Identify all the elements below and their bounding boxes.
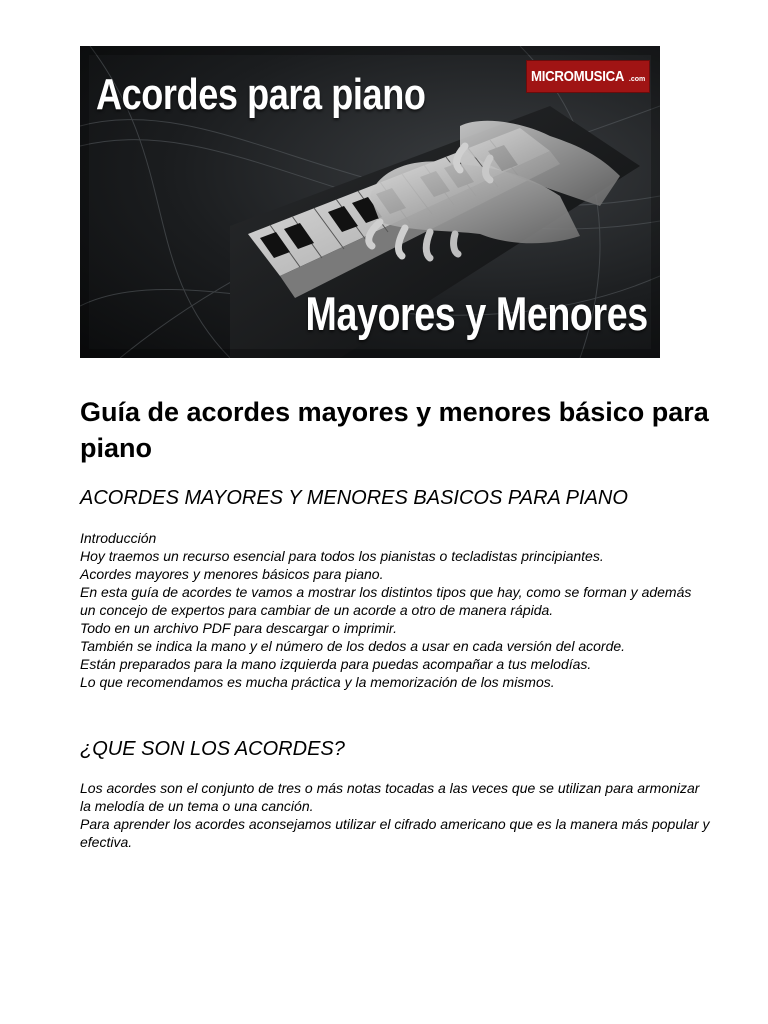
section-heading: ¿QUE SON LOS ACORDES? — [80, 738, 345, 760]
section-paragraph — [80, 779, 710, 851]
intro-line: Hoy traemos un recurso esencial para todos los pianistas o tecladistas principiantes. — [80, 548, 604, 564]
intro-line: También se indica la mano y el número de los dedos a usar en cada versión del acorde. — [80, 638, 626, 654]
document-subtitle: ACORDES MAYORES Y MENORES BASICOS PARA PIANO — [80, 487, 628, 509]
intro-line: Acordes mayores y menores básicos para piano. — [80, 566, 384, 582]
brand-logo — [526, 60, 650, 93]
intro-line: En esta guía de acordes te vamos a mostrar los distintos tipos que hay, como se forman y además un concejo de expertos para cambiar de un acorde a otro de manera rápida. — [80, 584, 692, 618]
banner-image — [80, 46, 660, 358]
intro-line: Introducción — [80, 530, 157, 546]
intro-paragraph — [80, 529, 710, 691]
brand-name: MICROMUSICA — [531, 68, 625, 85]
banner-title-top: Acordes para piano — [96, 70, 426, 119]
banner-title-bottom: Mayores y Menores — [305, 287, 648, 340]
document-title: Guía de acordes mayores y menores básico para piano — [80, 397, 709, 463]
intro-line: Todo en un archivo PDF para descargar o imprimir. — [80, 620, 397, 636]
intro-line: Lo que recomendamos es mucha práctica y la memorización de los mismos. — [80, 674, 555, 690]
section-line: Los acordes son el conjunto de tres o más notas tocadas a las veces que se utilizan para armonizar la melodía de un tema o una canción. — [80, 780, 700, 814]
section-line: Para aprender los acordes aconsejamos utilizar el cifrado americano que es la manera más popular y efectiva. — [80, 816, 710, 850]
intro-line: Están preparados para la mano izquierda para puedas acompañar a tus melodías. — [80, 656, 592, 672]
brand-suffix: .com — [628, 76, 646, 83]
